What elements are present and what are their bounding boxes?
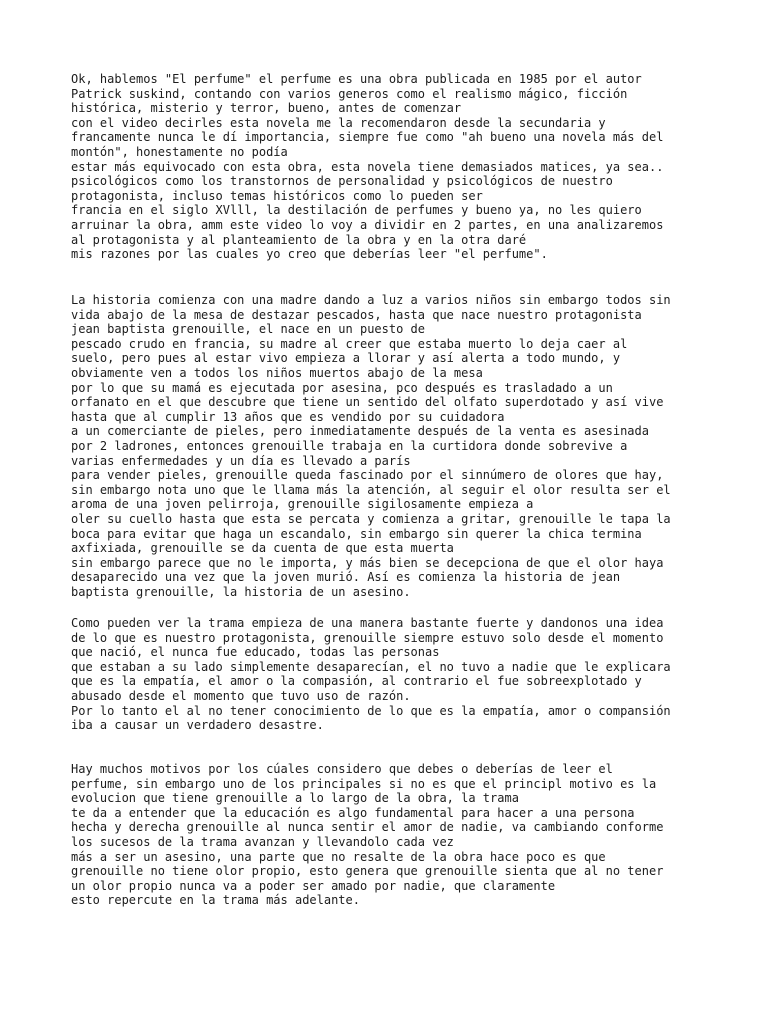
text-line: Como pueden ver la trama empieza de una manera bastante fuerte y dandonos una idea xyxy=(71,616,664,630)
text-line: aroma de una joven pelirroja, grenouille sigilosamente empieza a xyxy=(71,497,534,512)
text-line: baptista grenouille, la historia de un asesino. xyxy=(71,584,411,599)
text-line: con el video decirles esta novela me la recomendaron desde la secundaria y xyxy=(71,115,606,130)
text-line: oler su cuello hasta que esta se percata y comienza a gritar, grenouille le tapa la xyxy=(71,511,671,526)
paragraph-intro xyxy=(71,72,721,262)
text-line: Por lo tanto el al no tener conocimiento de lo que es la empatía, amor o compansión xyxy=(71,703,671,718)
text-line: francia en el siglo XVlll, la destilación de perfumes y bueno ya, no les quiero xyxy=(71,203,642,218)
text-line: evolucion que tiene grenouille a lo largo de la obra, la trama xyxy=(71,791,519,806)
text-line: un olor propio nunca va a poder ser amado por nadie, que claramente xyxy=(71,878,556,893)
text-line: te da a entender que la educación es algo fundamental para hacer a una persona xyxy=(71,805,635,820)
text-line: abusado desde el momento que tuvo uso de razón. xyxy=(71,688,411,703)
text-line: los sucesos de la trama avanzan y llevandolo cada vez xyxy=(71,834,454,849)
text-line: obviamente ven a todos los niños muertos abajo de la mesa xyxy=(71,365,483,380)
text-line: hecha y derecha grenouille al nunca sentir el amor de nadie, va cambiando conforme xyxy=(71,820,664,835)
text-line: de lo que es nuestro protagonista, grenouille siempre estuvo solo desde el momento xyxy=(71,630,664,645)
text-line: vida abajo de la mesa de destazar pescados, hasta que nace nuestro protagonista xyxy=(71,307,642,322)
paragraph-story xyxy=(71,293,721,599)
text-line: Hay muchos motivos por los cúales considero que debes o deberías de leer el xyxy=(71,762,613,776)
text-line: Patrick suskind, contando con varios generos como el realismo mágico, ficción xyxy=(71,86,628,101)
text-line: boca para evitar que haga un escandalo, sin embargo sin querer la chica termina xyxy=(71,526,642,541)
text-line: que estaban a su lado simplemente desaparecían, el no tuvo a nadie que le explicara xyxy=(71,659,671,674)
text-line: axfixiada, grenouille se da cuenta de que esta muerta xyxy=(71,541,454,556)
text-line: psicológicos como los transtornos de personalidad y psicológicos de nuestro xyxy=(71,174,613,189)
text-line: estar más equivocado con esta obra, esta novela tiene demasiados matices, ya sea.. xyxy=(71,159,664,174)
text-line: histórica, misterio y terror, bueno, antes de comenzar xyxy=(71,101,462,116)
text-line: suelo, pero pues al estar vivo empieza a llorar y así alerta a todo mundo, y xyxy=(71,351,621,366)
text-line: sin embargo parece que no le importa, y más bien se decepciona de que el olor haya xyxy=(71,555,664,570)
paragraph-analysis xyxy=(71,616,721,733)
text-line: mis razones por las cuales yo creo que deberías leer "el perfume". xyxy=(71,247,548,262)
text-line: perfume, sin embargo uno de los principales si no es que el principl motivo es la xyxy=(71,776,657,791)
text-line: arruinar la obra, amm este video lo voy a dividir en 2 partes, en una analizaremos xyxy=(71,217,664,232)
text-line: montón", honestamente no podía xyxy=(71,144,288,159)
text-line: sin embargo nota uno que le llama más la atención, al seguir el olor resulta ser el xyxy=(71,482,671,497)
text-line: esto repercute en la trama más adelante. xyxy=(71,893,360,908)
text-line: que nació, el nunca fue educado, todas las personas xyxy=(71,645,440,660)
text-line: iba a causar un verdadero desastre. xyxy=(71,718,324,733)
text-line: desaparecido una vez que la joven murió. Así es comienza la historia de jean xyxy=(71,570,621,585)
text-line: por lo que su mamá es ejecutada por asesina, pco después es trasladado a un xyxy=(71,380,613,395)
text-line: protagonista, incluso temas históricos como lo pueden ser xyxy=(71,188,483,203)
text-line: jean baptista grenouille, el nace en un puesto de xyxy=(71,322,426,337)
text-line: varias enfermedades y un día es llevado a parís xyxy=(71,453,411,468)
text-line: a un comerciante de pieles, pero inmediatamente después de la venta es asesinada xyxy=(71,424,649,439)
text-line: pescado crudo en francia, su madre al creer que estaba muerto lo deja caer al xyxy=(71,336,628,351)
text-line: grenouille no tiene olor propio, esto genera que grenouille sienta que al no tener xyxy=(71,864,664,879)
text-line: al protagonista y al planteamiento de la obra y en la otra daré xyxy=(71,232,527,247)
text-line: orfanato en el que descubre que tiene un sentido del olfato superdotado y así vive xyxy=(71,395,664,410)
text-line: hasta que al cumplir 13 años que es vendido por su cuidadora xyxy=(71,409,505,424)
text-line: para vender pieles, grenouille queda fascinado por el sinnúmero de olores que hay, xyxy=(71,468,664,483)
text-line: por 2 ladrones, entonces grenouille trabaja en la curtidora donde sobrevive a xyxy=(71,438,628,453)
text-line: La historia comienza con una madre dando a luz a varios niños sin embargo todos sin xyxy=(71,293,671,307)
text-line: Ok, hablemos "El perfume" el perfume es una obra publicada en 1985 por el autor xyxy=(71,72,642,86)
text-line: que es la empatía, el amor o la compasión, al contrario el fue sobreexplotado y xyxy=(71,674,642,689)
paragraph-reasons xyxy=(71,762,721,908)
text-line: francamente nunca le dí importancia, siempre fue como "ah bueno una novela más del xyxy=(71,130,664,145)
text-line: más a ser un asesino, una parte que no resalte de la obra hace poco es que xyxy=(71,849,606,864)
